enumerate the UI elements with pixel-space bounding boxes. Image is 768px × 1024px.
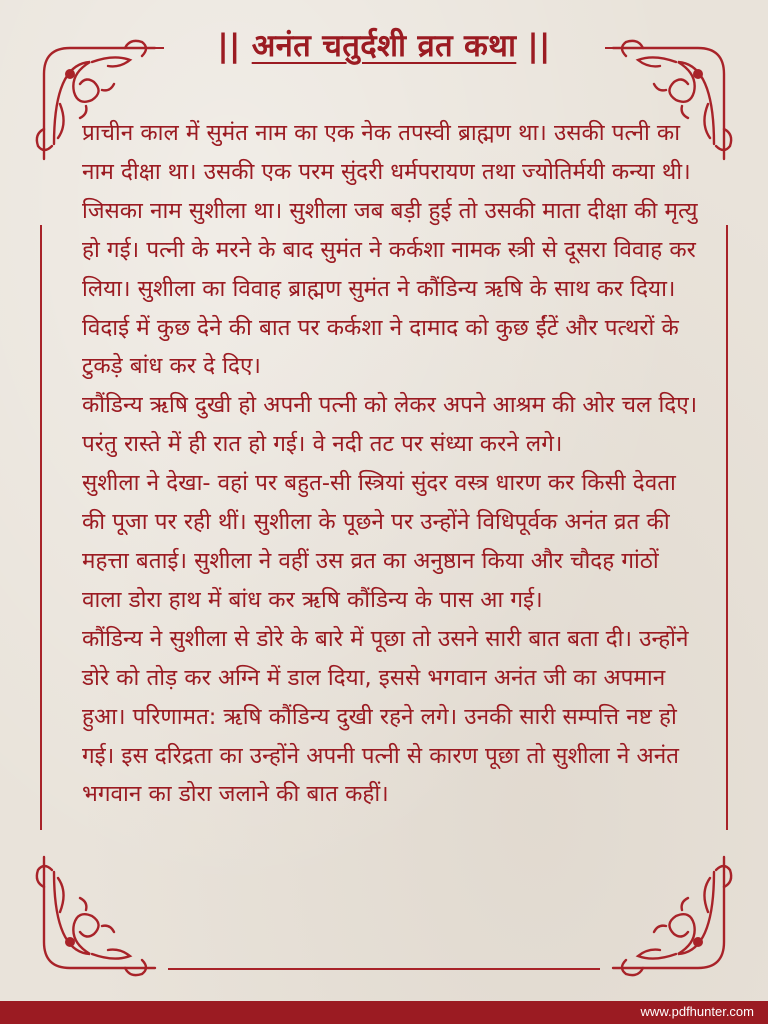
paragraph: कौंडिन्य ऋषि दुखी हो अपनी पत्नी को लेकर अपने आश्रम की ओर चल दिए। परंतु रास्ते में ही रात हो गई। वे नदी तट पर संध्या करने लगे।: [82, 392, 698, 458]
bottom-rule: [168, 968, 600, 970]
right-rule: [726, 225, 728, 830]
story-text: [82, 114, 700, 814]
title-text: अनंत चतुर्दशी व्रत कथा: [251, 28, 517, 64]
flourish-corner-icon: [30, 842, 170, 982]
paragraph: कौंडिन्य ने सुशीला से डोरे के बारे में पूछा तो उसने सारी बात बता दी। उन्होंने डोरे को तोड़ कर अग्नि में डाल दिया, इससे भगवान अनंत जी का अपमान हुआ। परिणामत: ऋषि कौंडिन्य दुखी रहने लगे। उनकी सारी सम्पत्ति नष्ट हो गई। इस दरिद्रता का उन्होंने अपनी पत्नी से कारण पूछा तो सुशीला ने अनंत भगवान का डोरा जलाने की बात कहीं।: [82, 625, 689, 808]
left-rule: [40, 225, 42, 830]
title-right-mark: ||: [527, 28, 551, 64]
paragraph: प्राचीन काल में सुमंत नाम का एक नेक तपस्वी ब्राह्मण था। उसकी पत्नी का नाम दीक्षा था। उसकी एक परम सुंदरी धर्मपरायण तथा ज्योतिर्मयी कन्या थी। जिसका नाम सुशीला था। सुशीला जब बड़ी हुई तो उसकी माता दीक्षा की मृत्यु हो गई। पत्नी के मरने के बाद सुमंत ने कर्कशा नामक स्त्री से दूसरा विवाह कर लिया। सुशीला का विवाह ब्राह्मण सुमंत ने कौंडिन्य ऋषि के साथ कर दिया। विदाई में कुछ देने की बात पर कर्कशा ने दामाद को कुछ ईंटें और पत्थरों के टुकड़े बांध कर दे दिए।: [82, 120, 698, 380]
title-left-mark: ||: [217, 28, 241, 64]
paragraph: सुशीला ने देखा- वहां पर बहुत-सी स्त्रियां सुंदर वस्त्र धारण कर किसी देवता की पूजा पर रही थीं। सुशीला के पूछने पर उन्होंने विधिपूर्वक अनंत व्रत की महत्ता बताई। सुशीला ने वहीं उस व्रत का अनुष्ठान किया और चौदह गांठों वाला डोरा हाथ में बांध कर ऋषि कौंडिन्य के पास आ गई।: [82, 470, 676, 613]
flourish-corner-icon: [598, 842, 738, 982]
footer-url[interactable]: www.pdfhunter.com: [640, 1004, 754, 1019]
